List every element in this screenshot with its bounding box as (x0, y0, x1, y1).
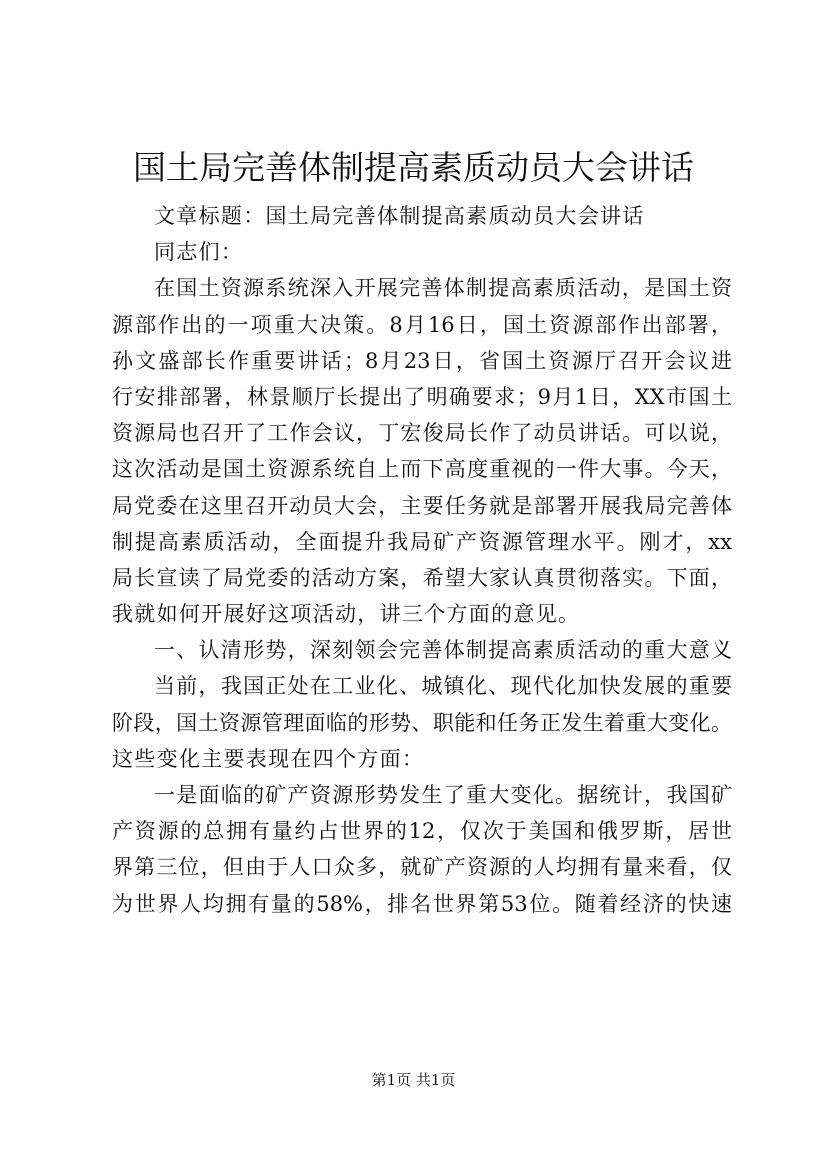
text-line: 在国土资源系统深入开展完善体制提高素质活动，是国土资 (154, 276, 732, 301)
text-line: 我就如何开展好这项活动，讲三个方面的意见。 (112, 602, 581, 627)
document-body (112, 198, 732, 922)
page-footer: 第1页 共1页 (371, 1071, 456, 1089)
text-line: 制提高素质活动，全面提升我局矿产资源管理水平。刚才，xx (112, 529, 732, 554)
document-title: 国土局完善体制提高素质动员大会讲话 (133, 148, 694, 187)
text-line: 当前，我国正处在工业化、城镇化、现代化加快发展的重要 (154, 674, 732, 699)
text-line: 源部作出的一项重大决策。8月16日，国土资源部作出部署， (112, 312, 732, 337)
text-line: 局长宣读了局党委的活动方案，希望大家认真贯彻落实。下面， (112, 565, 732, 590)
text-line: 行安排部署，林景顺厅长提出了明确要求；9月1日，XX市国土 (112, 384, 732, 409)
text-line: 这次活动是国土资源系统自上而下高度重视的一件大事。今天， (112, 457, 732, 482)
text-line: 一、认清形势，深刻领会完善体制提高素质活动的重大意义 (154, 638, 732, 663)
text-line: 资源局也召开了工作会议，丁宏俊局长作了动员讲话。可以说， (112, 421, 732, 446)
text-line: 这些变化主要表现在四个方面： (112, 746, 425, 771)
text-line: 产资源的总拥有量约占世界的12，仅次于美国和俄罗斯，居世 (112, 819, 732, 844)
text-line: 同志们： (154, 240, 244, 265)
text-line: 为世界人均拥有量的58%，排名世界第53位。随着经济的快速 (112, 891, 732, 916)
text-line: 界第三位，但由于人口众多，就矿产资源的人均拥有量来看，仅 (112, 855, 732, 880)
text-line: 文章标题：国土局完善体制提高素质动员大会讲话 (154, 204, 645, 228)
text-line: 孙文盛部长作重要讲话；8月23日，省国土资源厅召开会议进 (112, 348, 732, 373)
text-line: 局党委在这里召开动员大会，主要任务就是部署开展我局完善体 (112, 493, 732, 518)
text-line: 一是面临的矿产资源形势发生了重大变化。据统计，我国矿 (154, 783, 732, 807)
text-line: 阶段，国土资源管理面临的形势、职能和任务正发生着重大变化。 (112, 710, 732, 735)
